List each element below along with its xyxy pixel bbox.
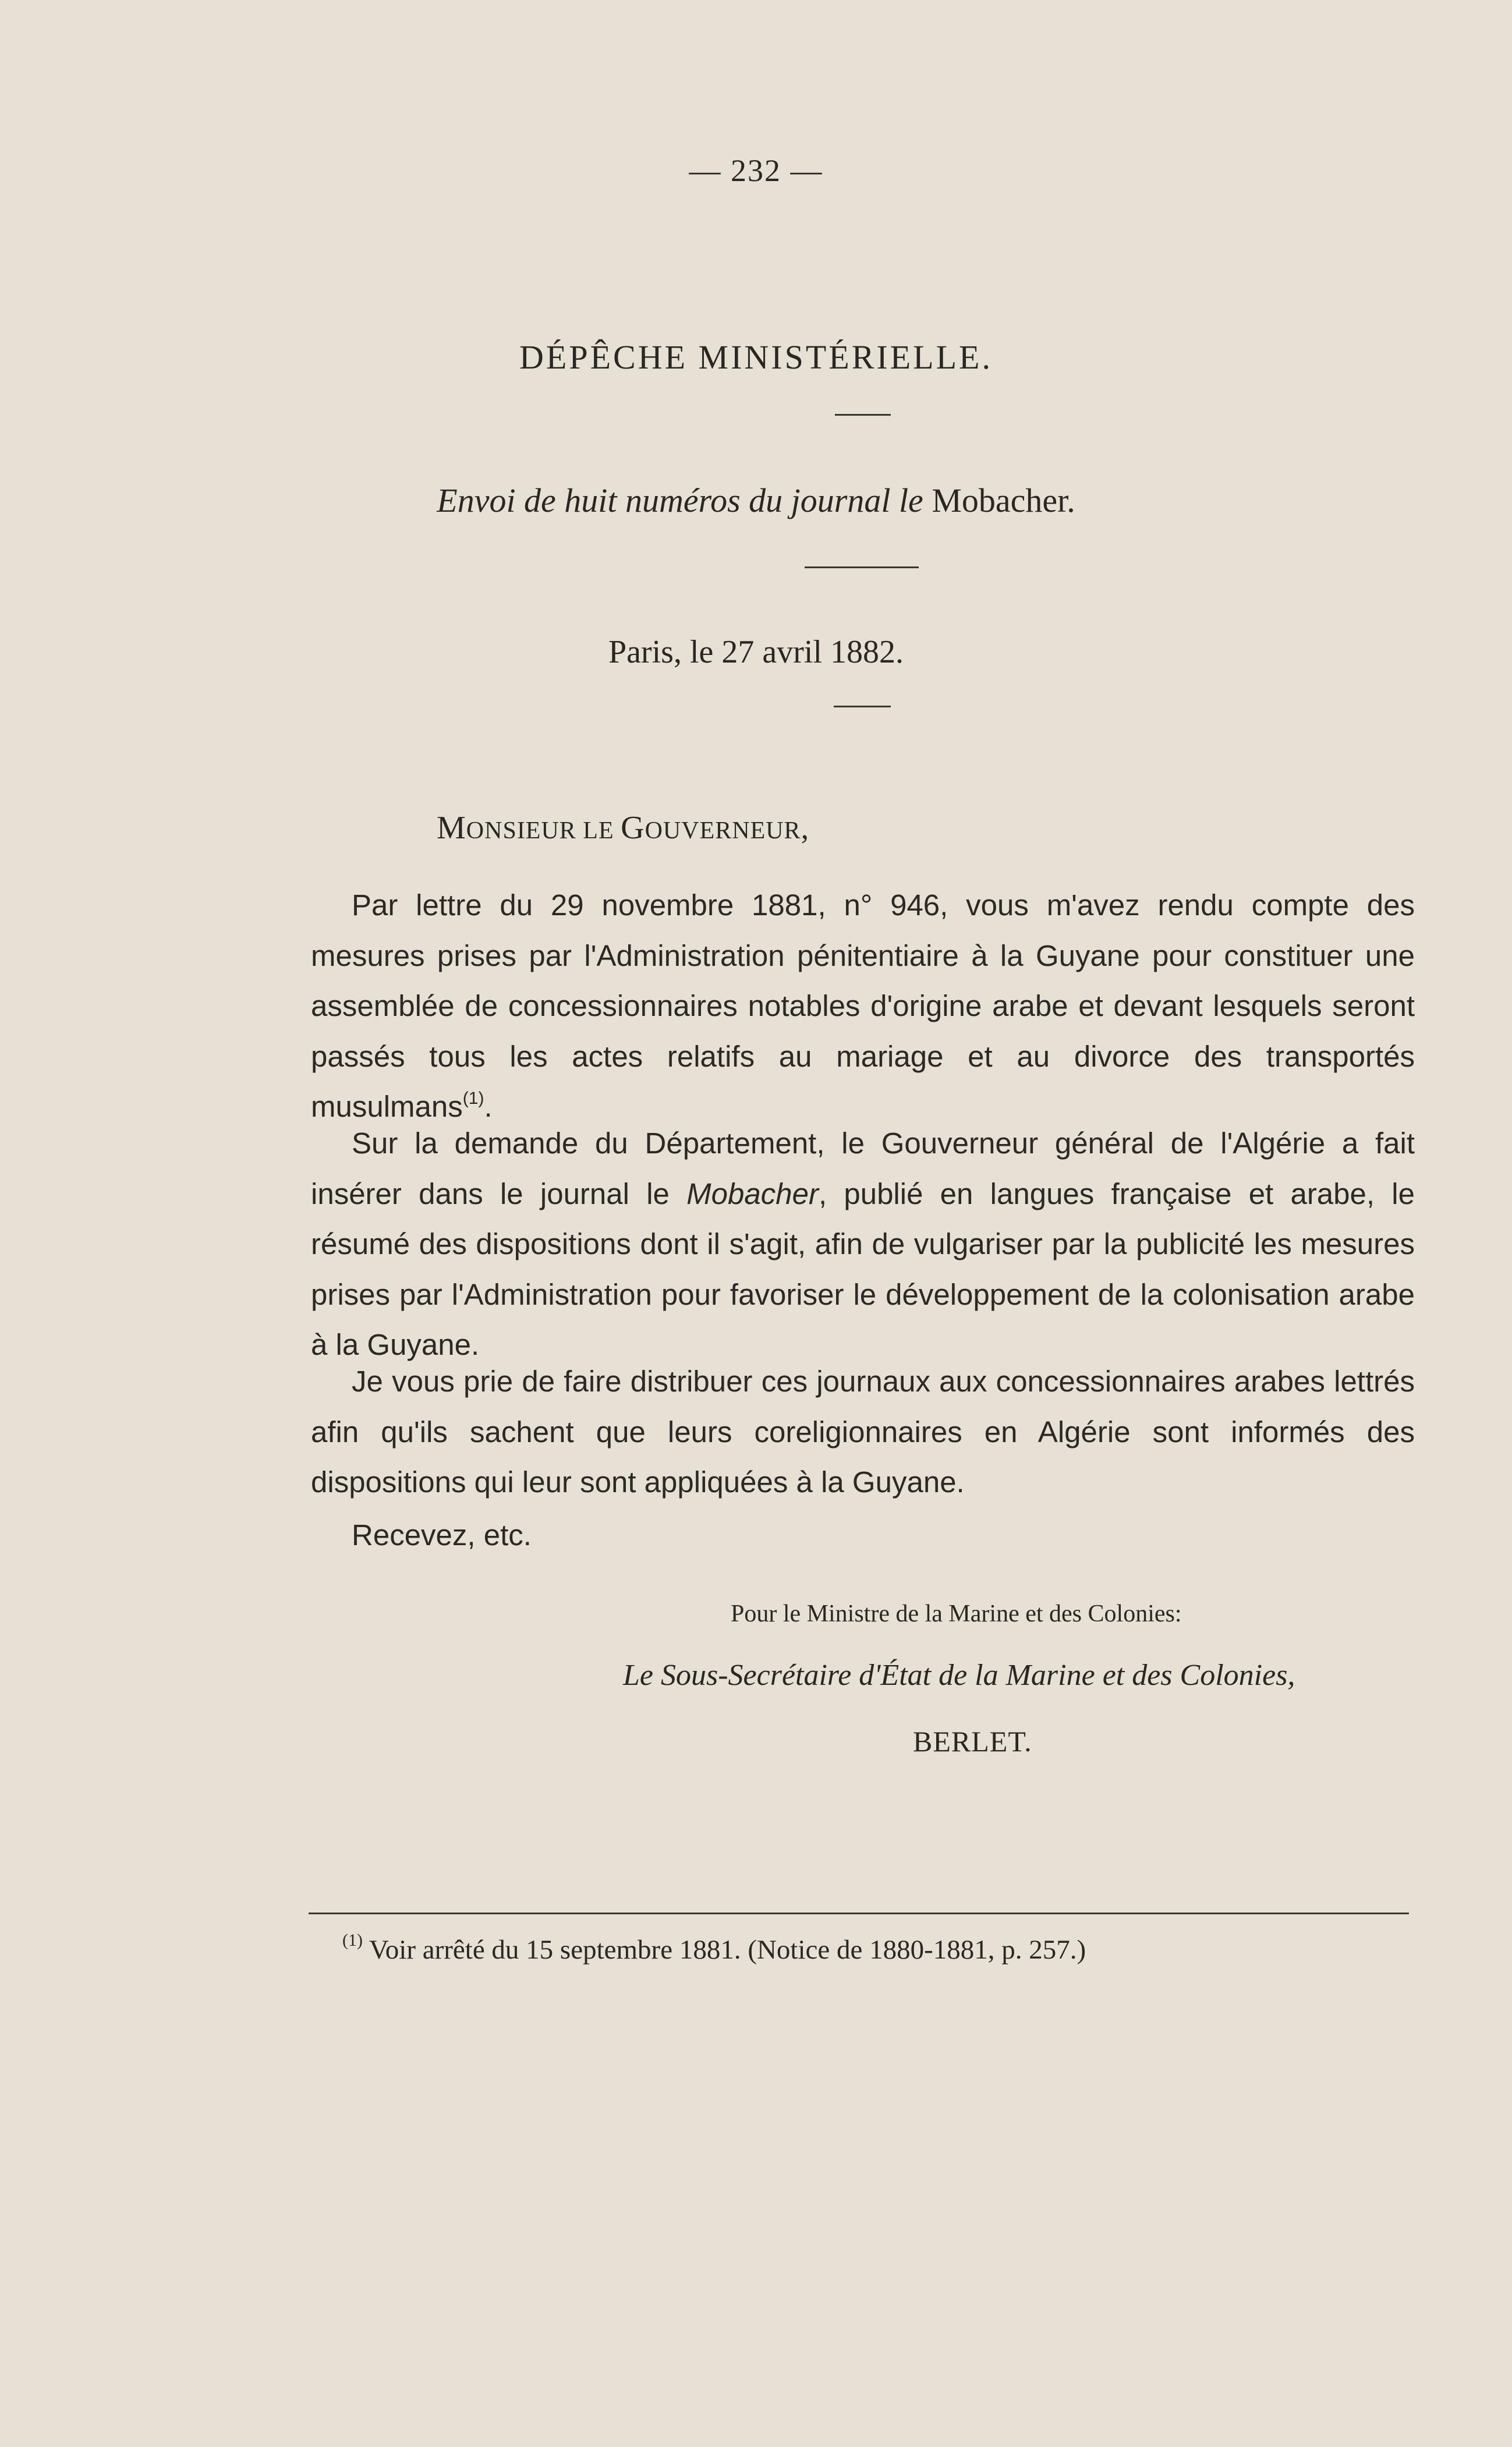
footnote-marker: (1) <box>342 1931 363 1950</box>
document-title: DÉPÊCHE MINISTÉRIELLE. <box>519 338 993 376</box>
page-number: — 232 — <box>689 153 823 188</box>
subtitle-journal-name: Mobacher. <box>932 481 1075 519</box>
signatory-line: Pour le Ministre de la Marine et des Colonies: <box>731 1600 1182 1627</box>
footnote-reference: (1) <box>462 1089 484 1108</box>
subtitle-divider <box>805 566 919 568</box>
footnote-divider <box>309 1913 1409 1914</box>
signatory-name: BERLET. <box>913 1725 1032 1758</box>
date-divider <box>834 706 891 707</box>
closing-formula: Recevez, etc. <box>352 1518 532 1552</box>
footnote <box>342 1931 1086 1966</box>
footnote-text: Voir arrêté du 15 septembre 1881. (Notice de 1880-1881, p. 257.) <box>369 1935 1086 1965</box>
salutation: MONSIEUR LE GOUVERNEUR, <box>437 810 810 846</box>
place-date: Paris, le 27 avril 1882. <box>608 634 904 670</box>
title-divider <box>835 414 891 416</box>
paragraph-3: Je vous prie de faire distribuer ces journaux aux concessionnaires arabes lettrés afin qu'ils sachent que leurs coreligionnaires en Algérie sont informés des dispositions qui leur sont appliquées à la Guyane. <box>311 1365 1415 1499</box>
journal-name: Mobacher <box>686 1177 819 1210</box>
signatory-title: Le Sous-Secrétaire d'État de la Marine et des Colonies, <box>623 1659 1295 1692</box>
subtitle-italic: Envoi de huit numéros du journal le <box>437 481 923 519</box>
paragraph-1: Par lettre du 29 novembre 1881, n° 946, vous m'avez rendu compte des mesures prises par l'Administration pénitentiaire à la Guyane pour constituer une assemblée de concessionnaires notables d'origine arabe et devant lesquels seront passés tous les actes relatifs au mariage et au divorce des transportés musulmans$^{(1)}$. <box>311 888 1415 1123</box>
paragraph-2: Sur la demande du Département, le Gouverneur général de l'Algérie a fait insérer dans le journal le Mobacher, publié en langues française et arabe, le résumé des dispositions dont il s'agit, afin de vulgariser par la publicité les mesures prises par l'Administration pour favoriser le développement de la colonisation arabe à la Guyane. <box>311 1127 1415 1361</box>
paragraph-1-text: Par lettre du 29 novembre 1881, n° 946, vous m'avez rendu compte des mesures prises par l'Administration pénitentiaire à la Guyane pour constituer une assemblée de concessionnaires notables d'origine arabe et devant lesquels seront passés tous les actes relatifs au mariage et au divorce des transportés musulmans <box>311 888 1415 1123</box>
document-subtitle <box>0 481 1512 520</box>
